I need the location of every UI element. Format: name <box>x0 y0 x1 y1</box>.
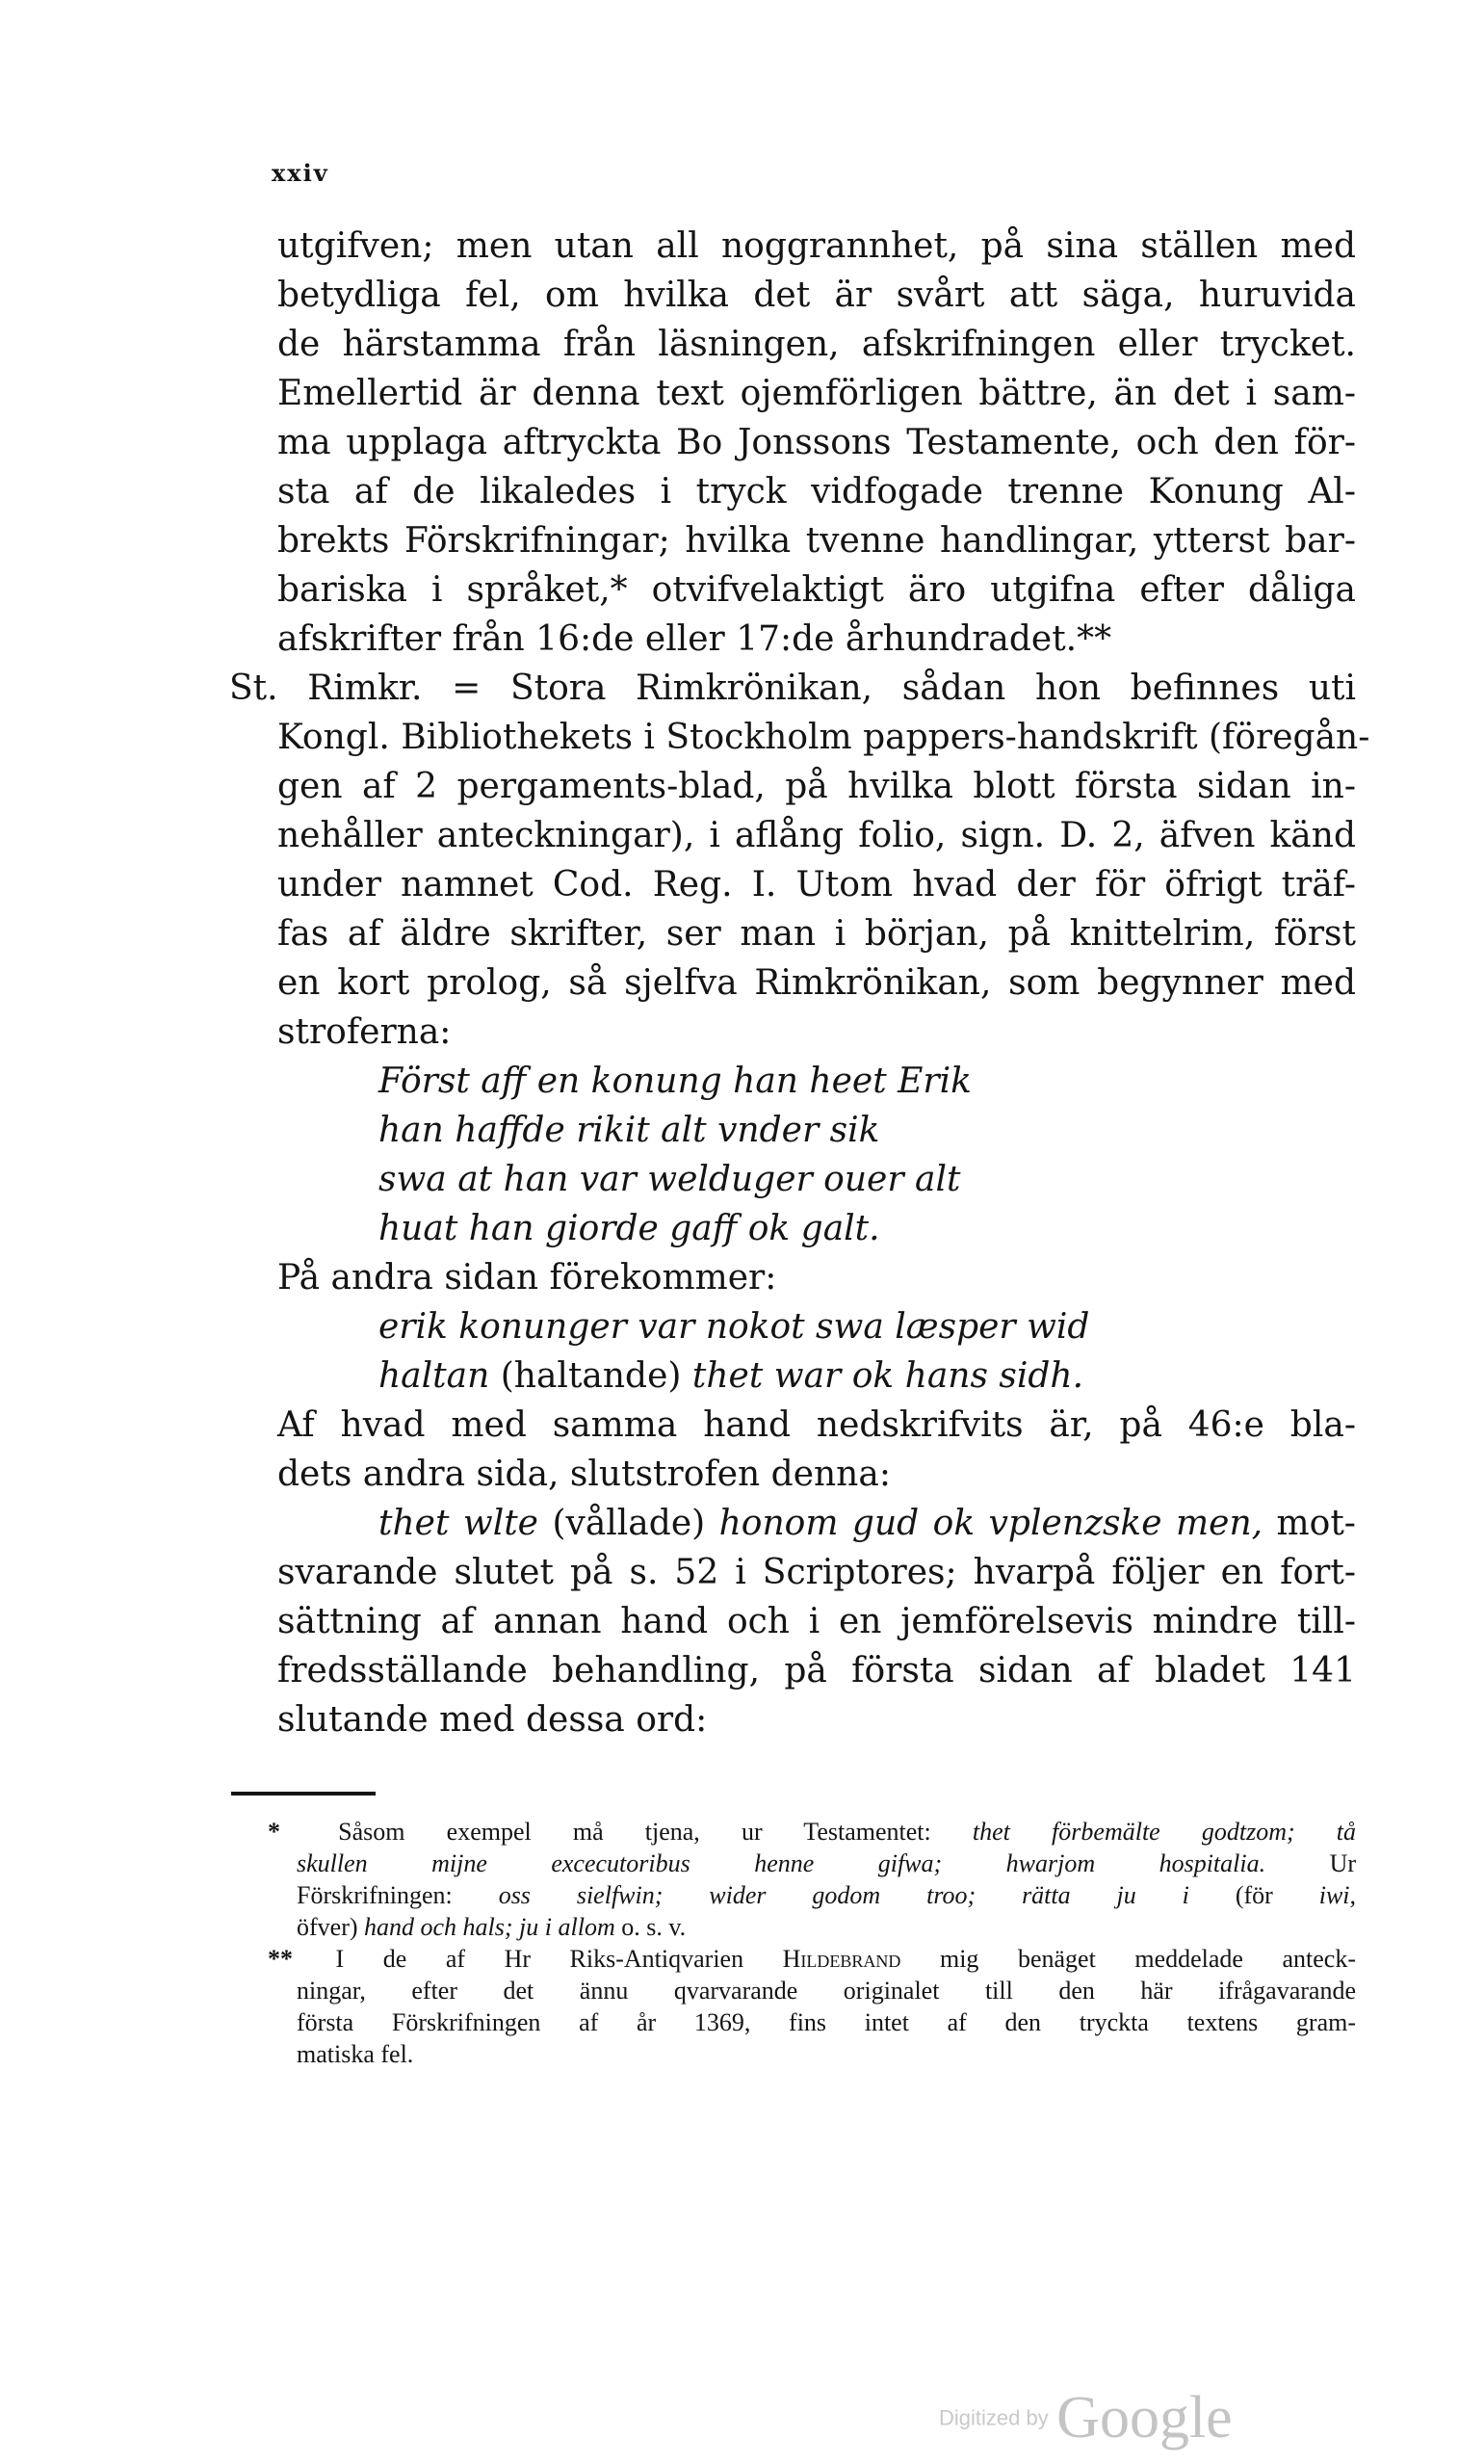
footnote-divider <box>231 1792 376 1796</box>
google-logo: Google <box>1056 2385 1233 2451</box>
footnote-text: Förskrifningen: <box>297 1881 453 1909</box>
text-line: utgifven; men utan all noggrannhet, på sina ställen med <box>277 226 1356 266</box>
footnote-text: öfver) <box>297 1913 358 1941</box>
closing-gloss: (vållade) <box>552 1504 706 1543</box>
footnote-text: Såsom exempel må tjena, ur Testamentet: <box>338 1818 931 1846</box>
text-line: fredsställande behandling, på första sidan af bladet 141 <box>277 1651 1356 1691</box>
text-line: Emellertid är denna text ojemförligen bättre, än det i sam- <box>277 374 1356 413</box>
footnote-quote: thet förbemälte godtzom; tå <box>972 1818 1357 1846</box>
entry-heading-line <box>229 664 1356 713</box>
verse-line <box>229 1351 1356 1401</box>
footnote-quote: oss sielfwin; wider godom troo; rätta ju i <box>498 1881 1189 1909</box>
digitized-watermark <box>939 2384 1233 2452</box>
footnotes <box>268 1816 1356 2070</box>
verse-gloss: (haltande) <box>500 1356 682 1396</box>
text-line: dets andra sida, slutstrofen denna: <box>277 1455 891 1494</box>
footnote-text: mig benäget meddelade anteck- <box>939 1945 1357 1973</box>
closing-first-line <box>229 1499 1356 1548</box>
page-number: xxiv <box>272 159 329 187</box>
verse-line: erik konunger var nokot swa læsper wid <box>378 1307 1090 1347</box>
footnote-text: o. s. v. <box>621 1913 687 1941</box>
footnote-line <box>268 1911 1356 1943</box>
closing-text: mot- <box>1276 1504 1356 1543</box>
closing-quote: thet wlte <box>378 1504 538 1543</box>
text-line: afskrifter från 16:de eller 17:de århundradet.** <box>277 619 1112 659</box>
footnote-text: (för <box>1235 1881 1273 1909</box>
footnote-quote: iwi, <box>1318 1881 1357 1909</box>
text-line: brekts Förskrifningar; hvilka tvenne handlingar, ytterst bar- <box>277 521 1356 561</box>
text-line: Af hvad med samma hand nedskrifvits är, på 46:e bla- <box>277 1405 1356 1445</box>
text-line: bariska i språket,* otvifvelaktigt äro utgifna efter dåliga <box>277 570 1356 610</box>
text-line: de härstamma från läsningen, afskrifningen eller trycket. <box>277 325 1356 364</box>
text-line: På andra sidan förekommer: <box>277 1258 777 1298</box>
text-line: nehåller anteckningar), i aflång folio, sign. D. 2, äfven känd <box>277 816 1356 855</box>
footnote-quote: skullen mijne excecutoribus henne gifwa; hwarjom hospitalia. <box>297 1849 1266 1877</box>
verse-line: swa at han var welduger ouer alt <box>378 1160 961 1199</box>
verse-line: han haffde rikit alt vnder sik <box>378 1111 880 1150</box>
footnote-name: Hildebrand <box>782 1945 901 1973</box>
footnote-line <box>268 1848 1356 1879</box>
footnote-line: första Förskrifningen af år 1369, fins intet af den tryckta textens gram- <box>297 2008 1356 2036</box>
verse-word: thet war ok hans sidh. <box>691 1356 1084 1396</box>
text-line: stroferna: <box>277 1012 452 1052</box>
text-line: sta af de likaledes i tryck vidfogade trenne Konung Al- <box>277 472 1356 511</box>
text-line: fas af äldre skrifter, ser man i början, på knittelrim, först <box>277 914 1356 954</box>
footnote-text: I de af Hr Riks-Antiqvarien <box>335 1945 744 1973</box>
text-line: en kort prolog, så sjelfva Rimkrönikan, som begynner med <box>277 963 1356 1003</box>
text-line: under namnet Cod. Reg. I. Utom hvad der för öfrigt träf- <box>277 865 1356 904</box>
verse-line: huat han giorde gaff ok galt. <box>378 1209 880 1248</box>
entry-label: St. Rimkr. <box>229 668 423 708</box>
watermark-prefix: Digitized by <box>939 2405 1049 2430</box>
text-line: ma upplaga aftryckta Bo Jonssons Testamente, och den för- <box>277 423 1356 462</box>
verse-line: Först aff en konung han heet Erik <box>378 1062 972 1101</box>
entry-text: Stora Rimkrönikan, sådan hon befinnes uti <box>509 668 1356 708</box>
footnote-quote: hand och hals; ju i allom <box>364 1913 615 1941</box>
text-line: sättning af annan hand och i en jemförelsevis mindre till- <box>277 1602 1356 1641</box>
footnote-line: ningar, efter det ännu qvarvarande originalet till den här ifrågavarande <box>297 1977 1356 2005</box>
entry-equals: = <box>452 668 482 708</box>
footnote-text: Ur <box>1329 1849 1356 1877</box>
text-line: betydliga fel, om hvilka det är svårt att säga, huruvida <box>277 275 1356 315</box>
main-text <box>229 222 1370 1744</box>
footnote-line: matiska fel. <box>297 2040 414 2068</box>
footnote-line <box>268 1943 1356 1975</box>
text-line: slutande med dessa ord: <box>277 1700 708 1740</box>
text-line: svarande slutet på s. 52 i Scriptores; hvarpå följer en fort- <box>277 1553 1356 1592</box>
footnote-line <box>268 1816 1356 1848</box>
closing-quote: honom gud ok vplenzske men, <box>718 1504 1263 1543</box>
footnote-line <box>268 1879 1356 1911</box>
text-line: Kongl. Bibliothekets i Stockholm pappers-handskrift (föregån- <box>277 718 1370 757</box>
verse-word: haltan <box>378 1356 490 1396</box>
footnote-marker: * <box>268 1818 280 1846</box>
text-line: gen af 2 pergaments-blad, på hvilka blott första sidan in- <box>277 767 1356 806</box>
footnote-marker: ** <box>268 1945 293 1973</box>
